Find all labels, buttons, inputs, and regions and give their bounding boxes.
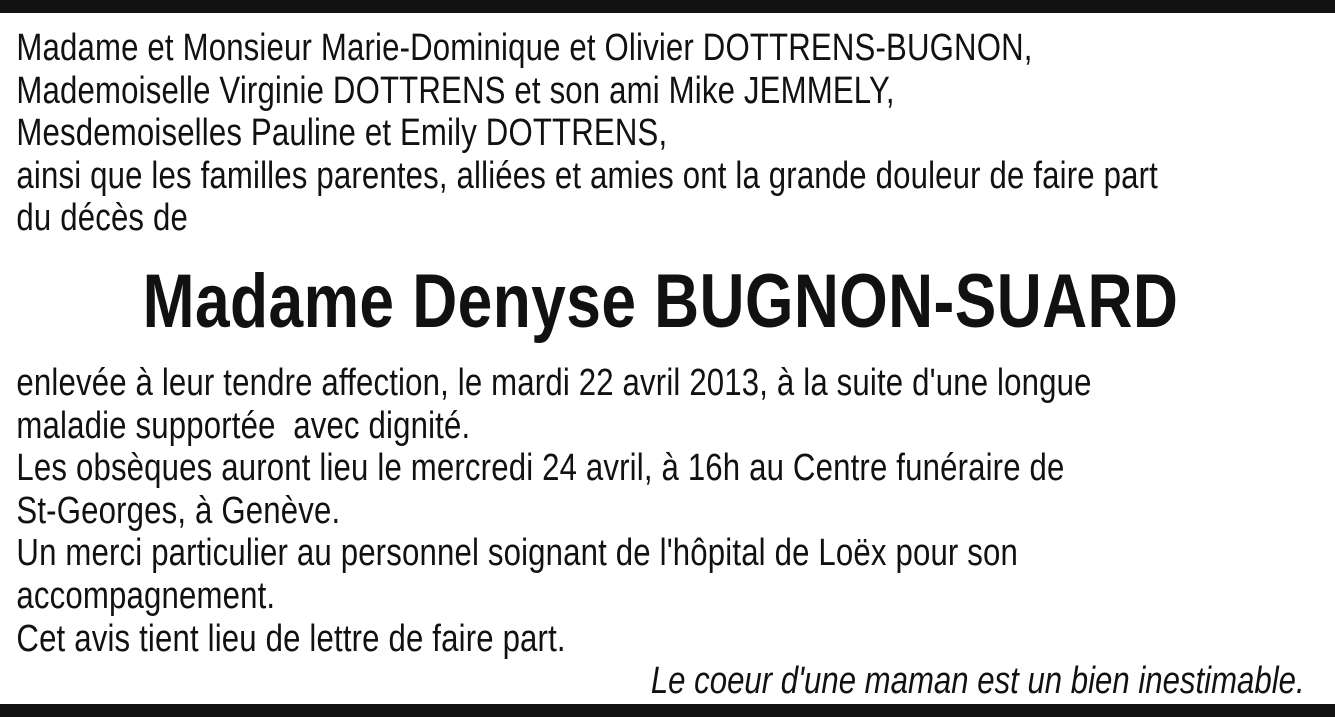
body-line: Les obsèques auront lieu le mercredi 24 avril, à 16h au Centre funéraire de: [16, 447, 1065, 490]
body-paragraph: [16, 362, 1304, 703]
intro-paragraph: [16, 27, 1304, 240]
body-line: enlevée à leur tendre affection, le mardi 22 avril 2013, à la suite d'une longue: [16, 361, 1092, 404]
intro-line: Madame et Monsieur Marie-Dominique et Olivier DOTTRENS-BUGNON,: [16, 27, 1033, 69]
notice-content: [0, 13, 1335, 703]
body-line: Cet avis tient lieu de lettre de faire part.: [16, 617, 566, 660]
body-line: accompagnement.: [16, 574, 276, 617]
body-line: Un merci particulier au personnel soignant de l'hôpital de Loëx pour son: [16, 532, 1019, 575]
body-line: maladie supportée avec dignité.: [16, 404, 471, 447]
intro-line: Mademoiselle Virginie DOTTRENS et son ami Mike JEMMELY,: [16, 69, 895, 112]
bottom-border-bar: [0, 704, 1335, 717]
top-border-bar: [0, 0, 1335, 13]
intro-line: du décès de: [16, 197, 188, 240]
intro-line: Mesdemoiselles Pauline et Emily DOTTRENS,: [16, 112, 668, 155]
closing-epitaph-line: Le coeur d'une maman est un bien inestimable.: [650, 660, 1305, 703]
body-line: St-Georges, à Genève.: [16, 489, 341, 532]
intro-line: ainsi que les familles parentes, alliées et amies ont la grande douleur de faire part: [16, 154, 1158, 197]
deceased-name-title: Madame Denyse BUGNON-SUARD: [142, 258, 1179, 344]
